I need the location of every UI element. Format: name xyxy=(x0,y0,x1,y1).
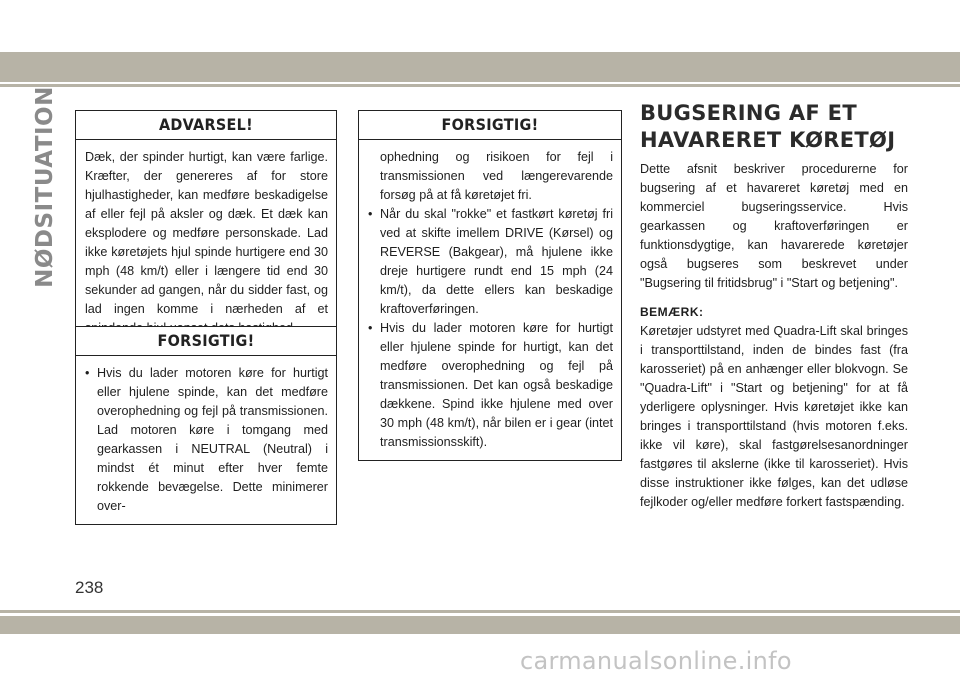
note-label: BEMÆRK: xyxy=(640,305,704,319)
page-number: 238 xyxy=(75,578,104,597)
caution-1-item: • Hvis du lader motoren køre for hurtigt eller hjulene spinde, kan det medføre overophedning og fejl på transmissionen. Lad motoren køre i tomgang med gearkassen i NEUTRAL (Neutral) i mindst ét minut efter hver femte rokkende bevægelse. Dette minimerer over- xyxy=(85,364,328,516)
note-text: Køretøjer udstyret med Quadra-Lift skal bringes i transporttilstand, inden de bindes fast (fra karosseriet) på en anhænger eller blokvogn. Se "Quadra-Lift" i "Start og betjening" for at få yderligere oplysninger. Hvis køretøjet ikke kan bringes i transporttilstand (hvis motoren f.eks. ikke vil køre), skal fastgørelsesanordninger fastgøres til akslerne (ikke til karosseriet). Hvis disse instruktioner ikke følges, kan det udløse fejlkoder og/eller medføre forkert fastspænding. xyxy=(640,324,908,509)
section-intro: Dette afsnit beskriver procedurerne for bugsering af et havareret køretøj med en kommerciel bugseringsservice. Hvis gearkassen og kraftoverføringen er funktionsdygtige, kan havarerede køretøjer også bugseres som beskrevet under "Bugsering til fritidsbrug" i "Start og betjening". xyxy=(640,162,908,290)
caution-title-1: FORSIGTIG! xyxy=(76,327,336,356)
section-side-tab xyxy=(31,86,59,288)
header-rule xyxy=(0,84,960,87)
section-body xyxy=(640,160,908,512)
footer-band xyxy=(0,616,960,634)
footer-rule xyxy=(0,610,960,613)
section-heading: BUGSERING AF ET HAVARERET KØRETØJ xyxy=(640,101,896,152)
caution-2-item-1: • Når du skal "rokke" et fastkørt køretøj fri ved at skifte imellem DRIVE (Kørsel) og REVERSE (Bakgear), må hjulene ikke dreje hurtigere rundt end 15 mph (24 km/t), da dette ellers kan beskadige kraftoverføringen. xyxy=(368,205,613,319)
warning-box xyxy=(75,110,337,347)
side-tab-label: NØDSITUATION xyxy=(32,86,58,288)
caution-box-1 xyxy=(75,326,337,525)
caution-2-continuation: ophedning og risikoen for fejl i transmissionen ved længerevarende forsøg på at få køretøjet fri. xyxy=(380,150,613,202)
header-band xyxy=(0,52,960,82)
caution-box-2 xyxy=(358,110,622,461)
warning-text: Dæk, der spinder hurtigt, kan være farlige. Kræfter, der genereres af for store hjulhastigheder, kan medføre beskadigelse af eller fejl på aksler og dæk. Et dæk kan eksplodere og medføre personskade. Lad ikke køretøjets hjul spinde hurtigere end 30 mph (48 km/t) eller i længere tid end 30 sekunder ad gangen, når du sidder fast, og lad ingen komme i nærheden af et xyxy=(85,150,328,316)
watermark: carmanualsonline.info xyxy=(520,647,792,675)
caution-title-2: FORSIGTIG! xyxy=(359,111,621,140)
caution-2-item-2: • Hvis du lader motoren køre for hurtigt eller hjulene spinde for hurtigt, kan det medføre overophedning og fejl på transmissionen. Det kan også beskadige dækkene. Spind ikke hjulene med over 30 mph (48 km/t), når bilen er i gear (intet transmissionsskift). xyxy=(368,319,613,452)
warning-title: ADVARSEL! xyxy=(76,111,336,140)
